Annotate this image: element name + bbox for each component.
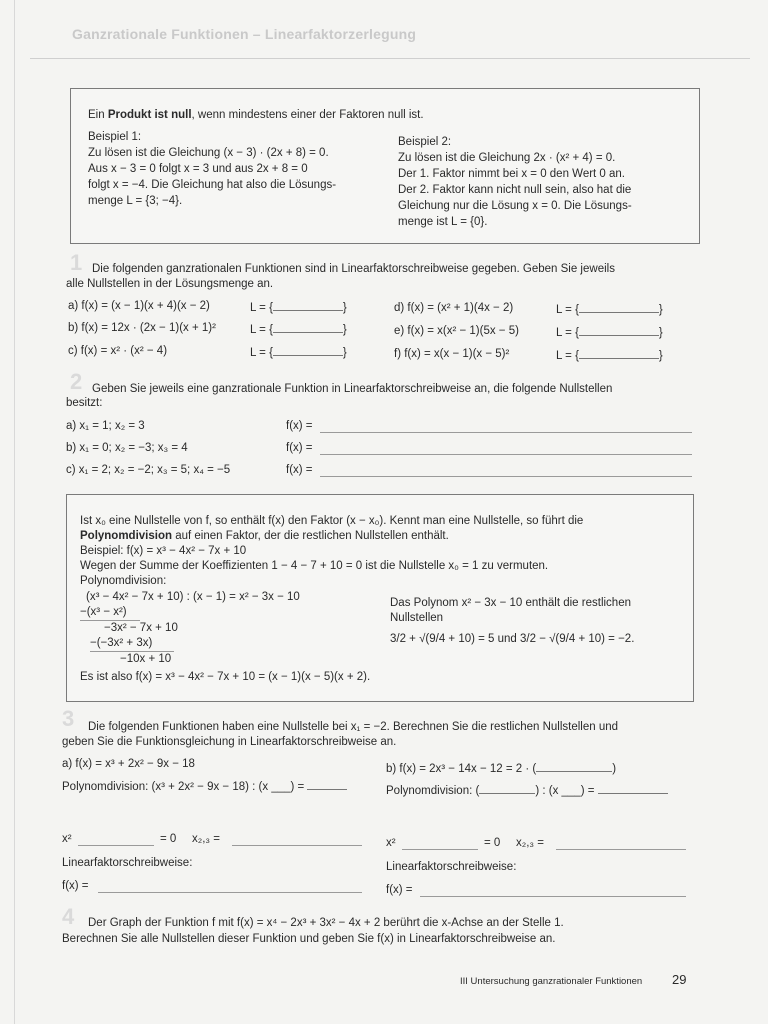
x2-label: x² xyxy=(62,833,72,845)
box2-result: Es ist also f(x) = x³ − 4x² − 7x + 10 = (x − 1)(x − 5)(x + 2). xyxy=(80,671,371,683)
answer-line[interactable] xyxy=(232,845,362,846)
box1-intro: Ein Produkt ist null, wenn mindestens einer der Faktoren null ist. xyxy=(88,109,424,121)
example2-line: Gleichung nur die Lösung x = 0. Die Lösungs- xyxy=(398,200,632,212)
task1-item: b) f(x) = 12x · (2x − 1)(x + 1)² xyxy=(68,322,216,334)
task3b-division: Polynomdivision: ( ) : (x ___) = xyxy=(386,782,668,799)
task1-item: d) f(x) = (x² + 1)(4x − 2) xyxy=(394,302,514,314)
task1-item: f) f(x) = x(x − 1)(x − 5)² xyxy=(394,348,510,360)
task1-item: c) f(x) = x² · (x² − 4) xyxy=(68,345,168,357)
equals-zero: = 0 xyxy=(484,837,501,849)
example1-line: Aus x − 3 = 0 folgt x = 3 und aus 2x + 8 = 0 xyxy=(88,163,308,175)
division-step: −10x + 10 xyxy=(120,653,172,665)
header-divider xyxy=(30,58,750,59)
division-step: −3x² − 7x + 10 xyxy=(104,622,178,634)
example2-line: Der 2. Faktor kann nicht null sein, also hat die xyxy=(398,184,632,196)
function-label: f(x) = xyxy=(386,884,413,896)
task3a-division: Polynomdivision: (x³ + 2x² − 9x − 18) : (x ___) = xyxy=(62,778,347,795)
page-number: 29 xyxy=(672,972,687,987)
task2-text: Geben Sie jeweils eine ganzrationale Funktion in Linearfaktorschreibweise an, die folgende Nullstellen xyxy=(92,383,613,395)
x2-label: x² xyxy=(386,837,396,849)
task3-text: geben Sie die Funktionsgleichung in Linearfaktorschreibweise an. xyxy=(62,736,397,748)
answer-line[interactable] xyxy=(402,849,478,850)
example1-line: menge L = {3; −4}. xyxy=(88,195,183,207)
page-header-title: Ganzrationale Funktionen – Linearfaktorzerlegung xyxy=(72,26,417,42)
task4-text: Berechnen Sie alle Nullstellen dieser Funktion und geben Sie f(x) in Linearfaktorschreibweise an. xyxy=(62,933,556,945)
linear-factor-label: Linearfaktorschreibweise: xyxy=(62,857,193,869)
task1-item: a) f(x) = (x − 1)(x + 4)(x − 2) xyxy=(68,300,210,312)
task-number: 2 xyxy=(70,369,83,394)
box2-right: Das Polynom x² − 3x − 10 enthält die restlichen xyxy=(390,597,631,609)
x23-label: x₂,₃ = xyxy=(516,837,545,849)
box2-right: Nullstellen xyxy=(390,612,444,624)
example2-line: Der 1. Faktor nimmt bei x = 0 den Wert 0 an. xyxy=(398,168,626,180)
solution-set-field[interactable]: L = { } xyxy=(556,324,663,341)
task3b-function: b) f(x) = 2x³ − 14x − 12 = 2 · ( ) xyxy=(386,760,616,777)
division-step: −(−3x² + 3x) xyxy=(90,637,153,649)
task-number: 3 xyxy=(62,706,75,731)
solution-set-field[interactable]: L = { } xyxy=(556,301,663,318)
example2-line: Zu lösen ist die Gleichung 2x · (x² + 4) = 0. xyxy=(398,152,616,164)
answer-line[interactable] xyxy=(98,892,362,893)
footer-chapter: III Untersuchung ganzrationaler Funktionen xyxy=(460,976,643,987)
answer-line[interactable] xyxy=(320,476,692,477)
box2-line: Ist x₀ eine Nullstelle von f, so enthält f(x) den Faktor (x − x₀). Kennt man eine Nullstelle, so führt die xyxy=(80,515,584,527)
answer-line[interactable] xyxy=(556,849,686,850)
solution-set-field[interactable]: L = { } xyxy=(556,347,663,364)
example2-line: menge ist L = {0}. xyxy=(398,216,488,228)
task2-item: b) x₁ = 0; x₂ = −3; x₃ = 4 xyxy=(66,442,188,454)
box2-line: Polynomdivision: xyxy=(80,575,167,587)
function-label: f(x) = xyxy=(62,880,89,892)
task1-item: e) f(x) = x(x² − 1)(5x − 5) xyxy=(394,325,519,337)
solution-set-field[interactable]: L = { } xyxy=(250,344,347,361)
box2-line: Polynomdivision auf einen Faktor, der die restlichen Nullstellen enthält. xyxy=(80,530,449,542)
answer-line[interactable] xyxy=(320,454,692,455)
task4-text: Der Graph der Funktion f mit f(x) = x⁴ − 2x³ + 3x² − 4x + 2 berührt die x-Achse an der Stelle 1. xyxy=(88,917,564,929)
example1-line: Beispiel 1: xyxy=(88,131,142,143)
task2-text: besitzt: xyxy=(66,397,103,409)
task2-item: a) x₁ = 1; x₂ = 3 xyxy=(66,420,145,432)
division-step: (x³ − 4x² − 7x + 10) : (x − 1) = x² − 3x − 10 xyxy=(86,591,300,603)
answer-line[interactable] xyxy=(78,845,154,846)
task1-text: Die folgenden ganzrationalen Funktionen sind in Linearfaktorschreibweise gegeben. Geben Sie jeweils xyxy=(92,263,615,275)
task3a-function: a) f(x) = x³ + 2x² − 9x − 18 xyxy=(62,758,195,770)
task-number: 4 xyxy=(62,904,75,929)
task2-item: c) x₁ = 2; x₂ = −2; x₃ = 5; x₄ = −5 xyxy=(66,464,231,476)
equals-zero: = 0 xyxy=(160,833,177,845)
solution-set-field[interactable]: L = { } xyxy=(250,321,347,338)
box2-right: 3/2 + √(9/4 + 10) = 5 und 3/2 − √(9/4 + 10) = −2. xyxy=(390,633,635,645)
answer-line[interactable] xyxy=(320,432,692,433)
solution-set-field[interactable]: L = { } xyxy=(250,299,347,316)
example1-line: folgt x = −4. Die Gleichung hat also die Lösungs- xyxy=(88,179,337,191)
box2-line: Wegen der Summe der Koeffizienten 1 − 4 − 7 + 10 = 0 ist die Nullstelle x₀ = 1 zu vermuten. xyxy=(80,560,549,572)
x23-label: x₂,₃ = xyxy=(192,833,221,845)
linear-factor-label: Linearfaktorschreibweise: xyxy=(386,861,517,873)
example2-line: Beispiel 2: xyxy=(398,136,452,148)
function-label: f(x) = xyxy=(286,442,313,454)
answer-line[interactable] xyxy=(420,896,686,897)
box2-line: Beispiel: f(x) = x³ − 4x² − 7x + 10 xyxy=(80,545,247,557)
division-step: −(x³ − x²) xyxy=(80,606,127,618)
task3-text: Die folgenden Funktionen haben eine Nullstelle bei x₁ = −2. Berechnen Sie die restlichen Nullstellen und xyxy=(88,721,619,733)
function-label: f(x) = xyxy=(286,464,313,476)
example1-line: Zu lösen ist die Gleichung (x − 3) · (2x + 8) = 0. xyxy=(88,147,329,159)
function-label: f(x) = xyxy=(286,420,313,432)
task-number: 1 xyxy=(70,250,83,275)
page-spine-line xyxy=(14,0,15,1024)
task1-text: alle Nullstellen in der Lösungsmenge an. xyxy=(66,278,274,290)
